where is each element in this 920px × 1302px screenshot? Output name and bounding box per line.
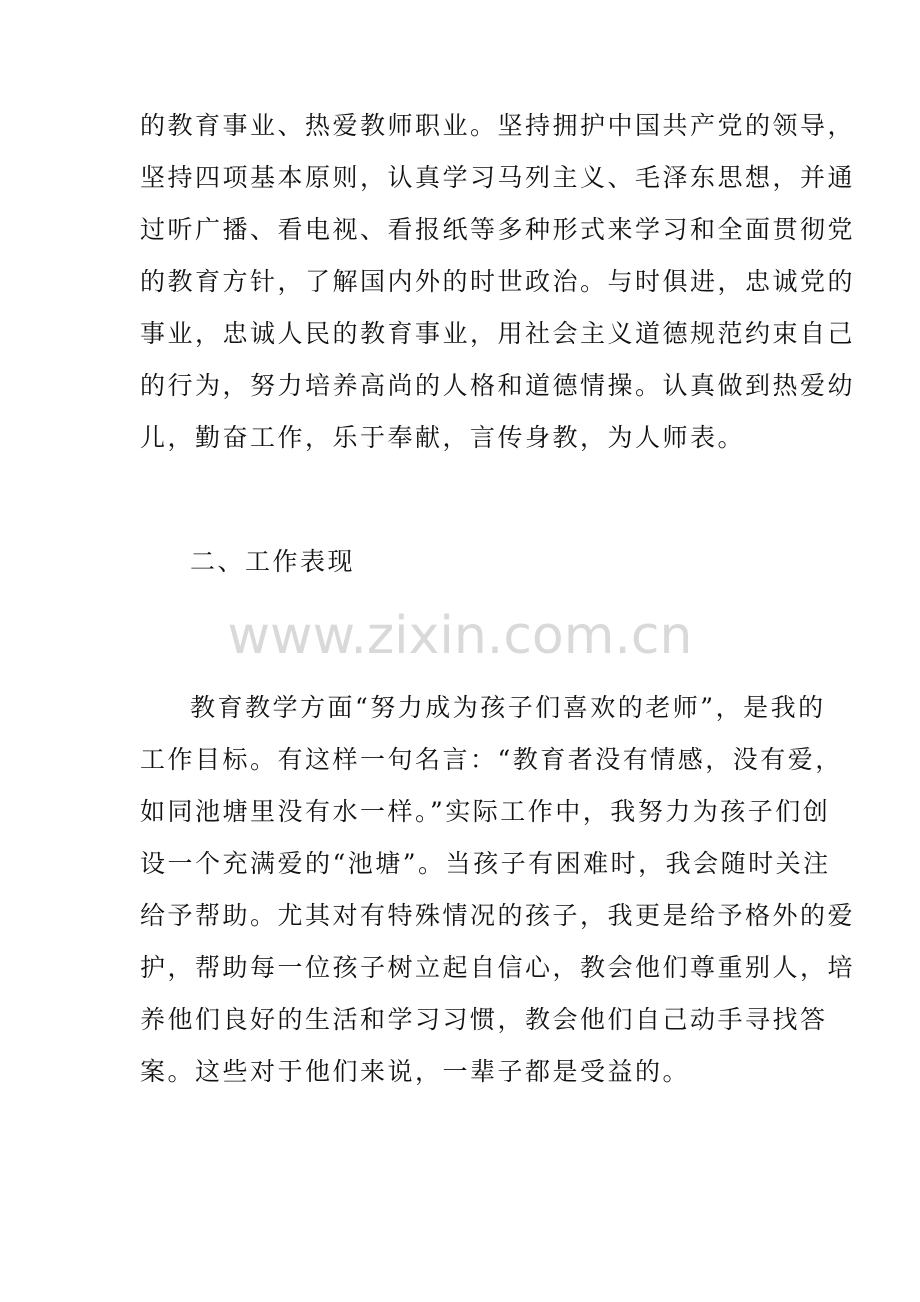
text-line: 工作目标。有这样一句名言：“教育者没有情感，没有爱， xyxy=(140,745,843,774)
text-line: 给予帮助。尤其对有特殊情况的孩子，我更是给予格外的爱 xyxy=(140,901,856,930)
text-line: 儿，勤奋工作，乐于奉献，言传身教，为人师表。 xyxy=(140,423,746,452)
paragraph-work-performance xyxy=(140,682,856,1098)
text-line: 教育教学方面“努力成为孩子们喜欢的老师”，是我的 xyxy=(190,693,826,722)
text-line: 的教育方针，了解国内外的时世政治。与时俱进，忠诚党的 xyxy=(140,267,856,296)
text-line: 护，帮助每一位孩子树立起自信心，教会他们尊重别人，培 xyxy=(140,953,856,982)
text-line: 如同池塘里没有水一样。”实际工作中，我努力为孩子们创 xyxy=(140,797,831,826)
section-heading: 二、工作表现 xyxy=(190,547,356,576)
paragraph-political-thought xyxy=(140,100,856,464)
text-line: 案。这些对于他们来说，一辈子都是受益的。 xyxy=(140,1057,691,1086)
watermark: www.zixin.com.cn xyxy=(227,606,693,666)
text-line: 的教育事业、热爱教师职业。坚持拥护中国共产党的领导， xyxy=(140,111,856,140)
text-line: 养他们良好的生活和学习习惯，教会他们自己动手寻找答 xyxy=(140,1005,828,1034)
text-line: 设一个充满爱的“池塘”。当孩子有困难时，我会随时关注 xyxy=(140,849,831,878)
text-line: 过听广播、看电视、看报纸等多种形式来学习和全面贯彻党 xyxy=(140,215,856,244)
text-line: 事业，忠诚人民的教育事业，用社会主义道德规范约束自己 xyxy=(140,319,856,348)
text-line: 的行为，努力培养高尚的人格和道德情操。认真做到热爱幼 xyxy=(140,371,856,400)
text-line: 坚持四项基本原则，认真学习马列主义、毛泽东思想，并通 xyxy=(140,163,856,192)
